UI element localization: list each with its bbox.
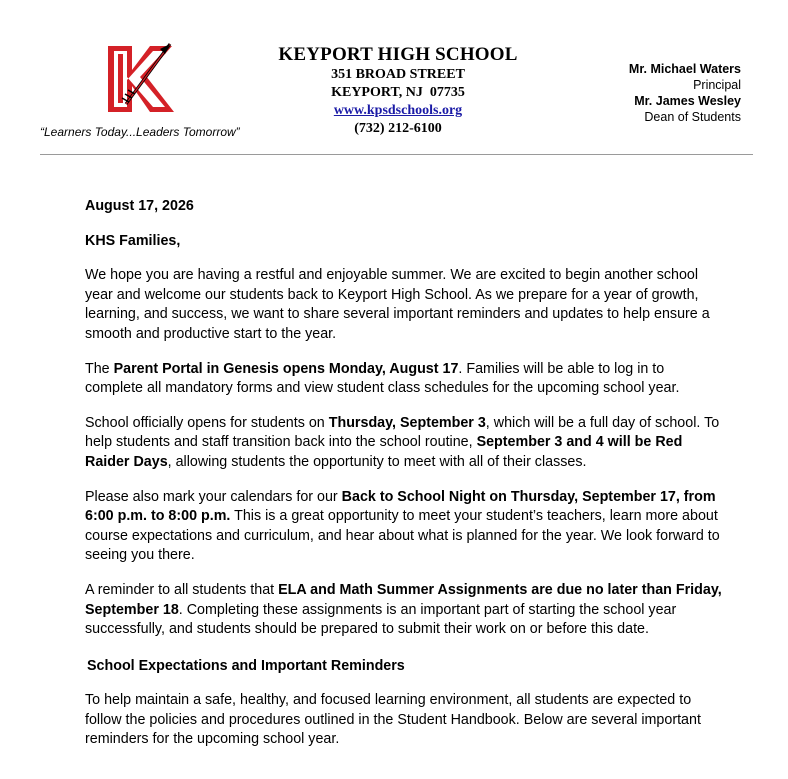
street-address: 351 BROAD STREET: [331, 67, 465, 82]
paragraph-summer-assignments: A reminder to all students that ELA and Math Summer Assignments are due no later than Friday, September 18. Completing these assignments is an important part of starting the school year successfully, and students should be prepared to submit their work on or before this date.: [85, 581, 722, 638]
school-header: [250, 44, 546, 138]
paragraph-expectations: To help maintain a safe, healthy, and focused learning environment, all students are expected to follow the policies and procedures outlined in the Student Handbook. Below are several important reminders for the upcoming school year.: [85, 692, 701, 748]
letter-date: August 17, 2026: [85, 198, 194, 214]
paragraph-intro: We hope you are having a restful and enjoyable summer. We are excited to begin another school year and welcome our students back to Keyport High School. As we prepare for a year of growth, learning, and success, we want to share several important reminders and updates to help ensure a smooth and productive start to the year.: [85, 267, 710, 342]
principal-name: Mr. Michael Waters: [628, 62, 741, 76]
staff-block: [629, 61, 741, 125]
paragraph-parent-portal: The Parent Portal in Genesis opens Monday, August 17. Families will be able to log in to complete all mandatory forms and view student class schedules for the upcoming school year.: [85, 360, 680, 397]
school-logo: [102, 40, 178, 116]
website-link[interactable]: www.kpsdschools.org: [333, 103, 463, 118]
school-name: KEYPORT HIGH SCHOOL: [278, 44, 518, 65]
paragraph-school-opening: School officially opens for students on Thursday, September 3, which will be a full day of school. To help students and staff transition back into the school routine, September 3 and 4 will be Red Raider Days, allowing students the opportunity to meet with all of their classes.: [85, 414, 720, 470]
school-motto: “Learners Today...Leaders Tomorrow”: [40, 125, 240, 139]
header-divider: [40, 154, 753, 155]
paragraph-back-to-school-night: Please also mark your calendars for our Back to School Night on Thursday, September 17, from 6:00 p.m. to 8:00 p.m. This is a great opportunity to meet your student’s teachers, learn more about course expectations and curriculum, and hear about what is planned for the year. We look forward to seeing you there.: [85, 488, 720, 564]
city-state-zip: KEYPORT, NJ 07735: [331, 85, 465, 100]
letter-greeting: KHS Families,: [85, 232, 181, 249]
letter-body: [85, 197, 725, 750]
keyport-k-arrow-icon: [102, 40, 178, 116]
phone-number: (732) 212-6100: [354, 121, 442, 136]
section-heading: School Expectations and Important Reminders: [87, 657, 405, 674]
dean-name: Mr. James Wesley: [634, 94, 741, 108]
principal-title: Principal: [693, 78, 741, 92]
dean-title: Dean of Students: [644, 110, 741, 124]
